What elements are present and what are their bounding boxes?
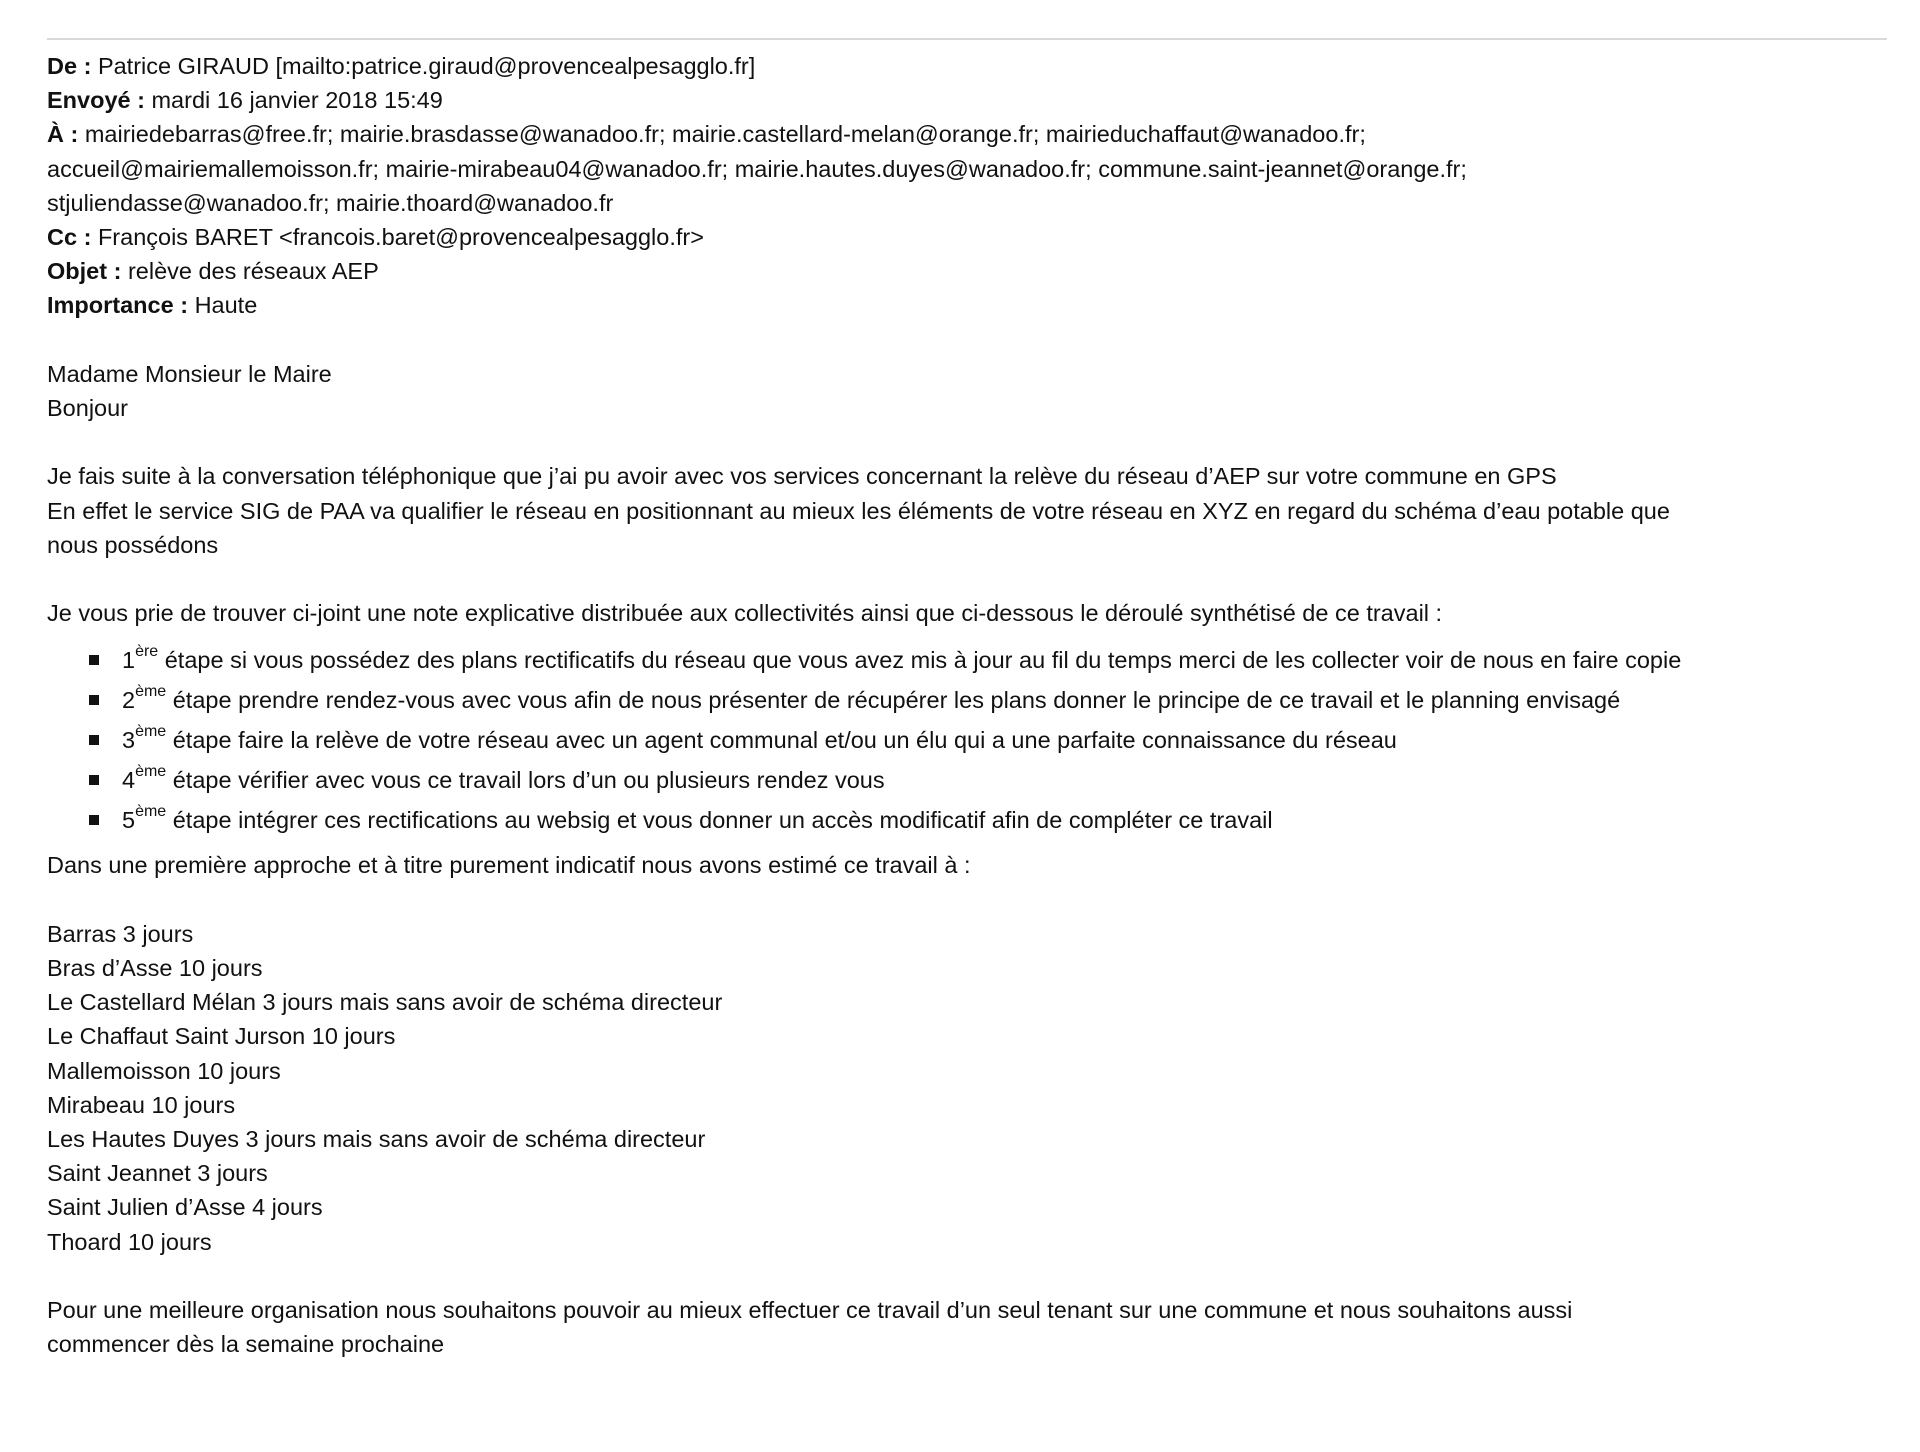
estimate-intro: Dans une première approche et à titre purement indicatif nous avons estimé ce travail à : <box>47 852 971 879</box>
attachment-note: Je vous prie de trouver ci-joint une note explicative distribuée aux collectivités ainsi que ci-dessous le déroulé synthétisé de ce travail : <box>47 600 1443 627</box>
step-text: étape si vous possédez des plans rectificatifs du réseau que vous avez mis à jour au fil du temps merci de les collecter voir de nous en faire copie <box>158 647 1682 674</box>
step-ordinal: ème <box>135 803 167 821</box>
commune-estimate: Saint Julien d’Asse 4 jours <box>47 1194 323 1221</box>
commune-estimate: Saint Jeannet 3 jours <box>47 1160 268 1187</box>
sent-line <box>47 83 1887 117</box>
square-bullet-icon <box>89 695 99 705</box>
step-number: 3 <box>122 727 136 754</box>
commune-estimate: Barras 3 jours <box>47 920 194 947</box>
from-line <box>47 49 1887 83</box>
commune-estimate: Le Castellard Mélan 3 jours mais sans avoir de schéma directeur <box>47 989 723 1016</box>
step-ordinal: ème <box>135 763 167 781</box>
to-value-line-1: mairiedebarras@free.fr; mairie.brasdasse@wanadoo.fr; mairie.castellard-melan@orange.fr; mairieduchaffaut@wanadoo.fr; <box>84 121 1366 148</box>
greeting-line-1: Madame Monsieur le Maire <box>47 360 332 387</box>
to-value-line-3: stjuliendasse@wanadoo.fr; mairie.thoard@wanadoo.fr <box>47 189 614 216</box>
commune-estimate: Le Chaffaut Saint Jurson 10 jours <box>47 1023 396 1050</box>
step-text: étape prendre rendez-vous avec vous afin de nous présenter de récupérer les plans donner le principe de ce travail et le planning envisagé <box>166 687 1621 714</box>
email-header <box>47 49 1887 323</box>
to-label: À : <box>47 121 79 148</box>
intro-line-1: Je fais suite à la conversation téléphonique que j’ai pu avoir avec vos services concernant la relève du réseau d’AEP sur votre commune en GPS <box>47 463 1557 490</box>
step-text: étape intégrer ces rectifications au websig et vous donner un accès modificatif afin de compléter ce travail <box>166 807 1273 834</box>
subject-value: relève des réseaux AEP <box>127 258 379 285</box>
email-body <box>47 357 1887 1362</box>
commune-estimate: Mallemoisson 10 jours <box>47 1057 281 1084</box>
step-ordinal: ème <box>135 723 167 741</box>
step-text: étape vérifier avec vous ce travail lors d’un ou plusieurs rendez vous <box>166 767 885 794</box>
square-bullet-icon <box>89 775 99 785</box>
steps-list <box>47 638 1887 838</box>
commune-estimates-list <box>47 917 1887 1259</box>
subject-line <box>47 254 1887 288</box>
square-bullet-icon <box>89 655 99 665</box>
sent-value: mardi 16 janvier 2018 15:49 <box>151 87 443 114</box>
commune-estimate: Les Hautes Duyes 3 jours mais sans avoir de schéma directeur <box>47 1126 706 1153</box>
step-item <box>47 718 1887 758</box>
step-ordinal: ème <box>135 683 167 701</box>
square-bullet-icon <box>89 735 99 745</box>
importance-line <box>47 288 1887 322</box>
cc-label: Cc : <box>47 224 92 251</box>
intro-line-3: nous possédons <box>47 531 219 558</box>
from-label: De : <box>47 53 92 79</box>
step-number: 1 <box>122 647 136 674</box>
cc-line <box>47 220 1887 254</box>
commune-estimate: Bras d’Asse 10 jours <box>47 955 263 981</box>
closing-line-1: Pour une meilleure organisation nous souhaitons pouvoir au mieux effectuer ce travail d’un seul tenant sur une commune et nous souhaitons aussi <box>47 1297 1573 1324</box>
step-ordinal: ère <box>135 643 159 661</box>
step-item <box>47 638 1887 678</box>
closing-line-2: commencer dès la semaine prochaine <box>47 1331 445 1358</box>
greeting-line-2: Bonjour <box>47 395 128 422</box>
step-number: 2 <box>122 687 136 714</box>
step-number: 5 <box>122 807 136 834</box>
commune-estimate: Mirabeau 10 jours <box>47 1091 236 1118</box>
importance-value: Haute <box>194 292 258 319</box>
intro-line-2: En effet le service SIG de PAA va qualifier le réseau en positionnant au mieux les éléments de votre réseau en XYZ en regard du schéma d’eau potable que <box>47 497 1670 524</box>
importance-label: Importance : <box>47 292 189 319</box>
step-item <box>47 758 1887 798</box>
square-bullet-icon <box>89 815 99 825</box>
subject-label: Objet : <box>47 258 122 285</box>
from-value: Patrice GIRAUD [mailto:patrice.giraud@provencealpesagglo.fr] <box>97 53 756 79</box>
step-text: étape faire la relève de votre réseau avec un agent communal et/ou un élu qui a une parfaite connaissance du réseau <box>166 727 1397 754</box>
commune-estimate: Thoard 10 jours <box>47 1228 212 1255</box>
step-item <box>47 798 1887 838</box>
cc-value: François BARET <francois.baret@provencealpesagglo.fr> <box>97 224 704 251</box>
step-item <box>47 678 1887 718</box>
to-line <box>47 117 1887 151</box>
email-document <box>47 38 1887 1361</box>
step-number: 4 <box>122 767 136 794</box>
sent-label: Envoyé : <box>47 87 145 114</box>
header-divider <box>47 38 1887 40</box>
to-value-line-2: accueil@mairiemallemoisson.fr; mairie-mirabeau04@wanadoo.fr; mairie.hautes.duyes@wanadoo.fr; commune.saint-jeannet@orange.fr; <box>47 155 1467 182</box>
